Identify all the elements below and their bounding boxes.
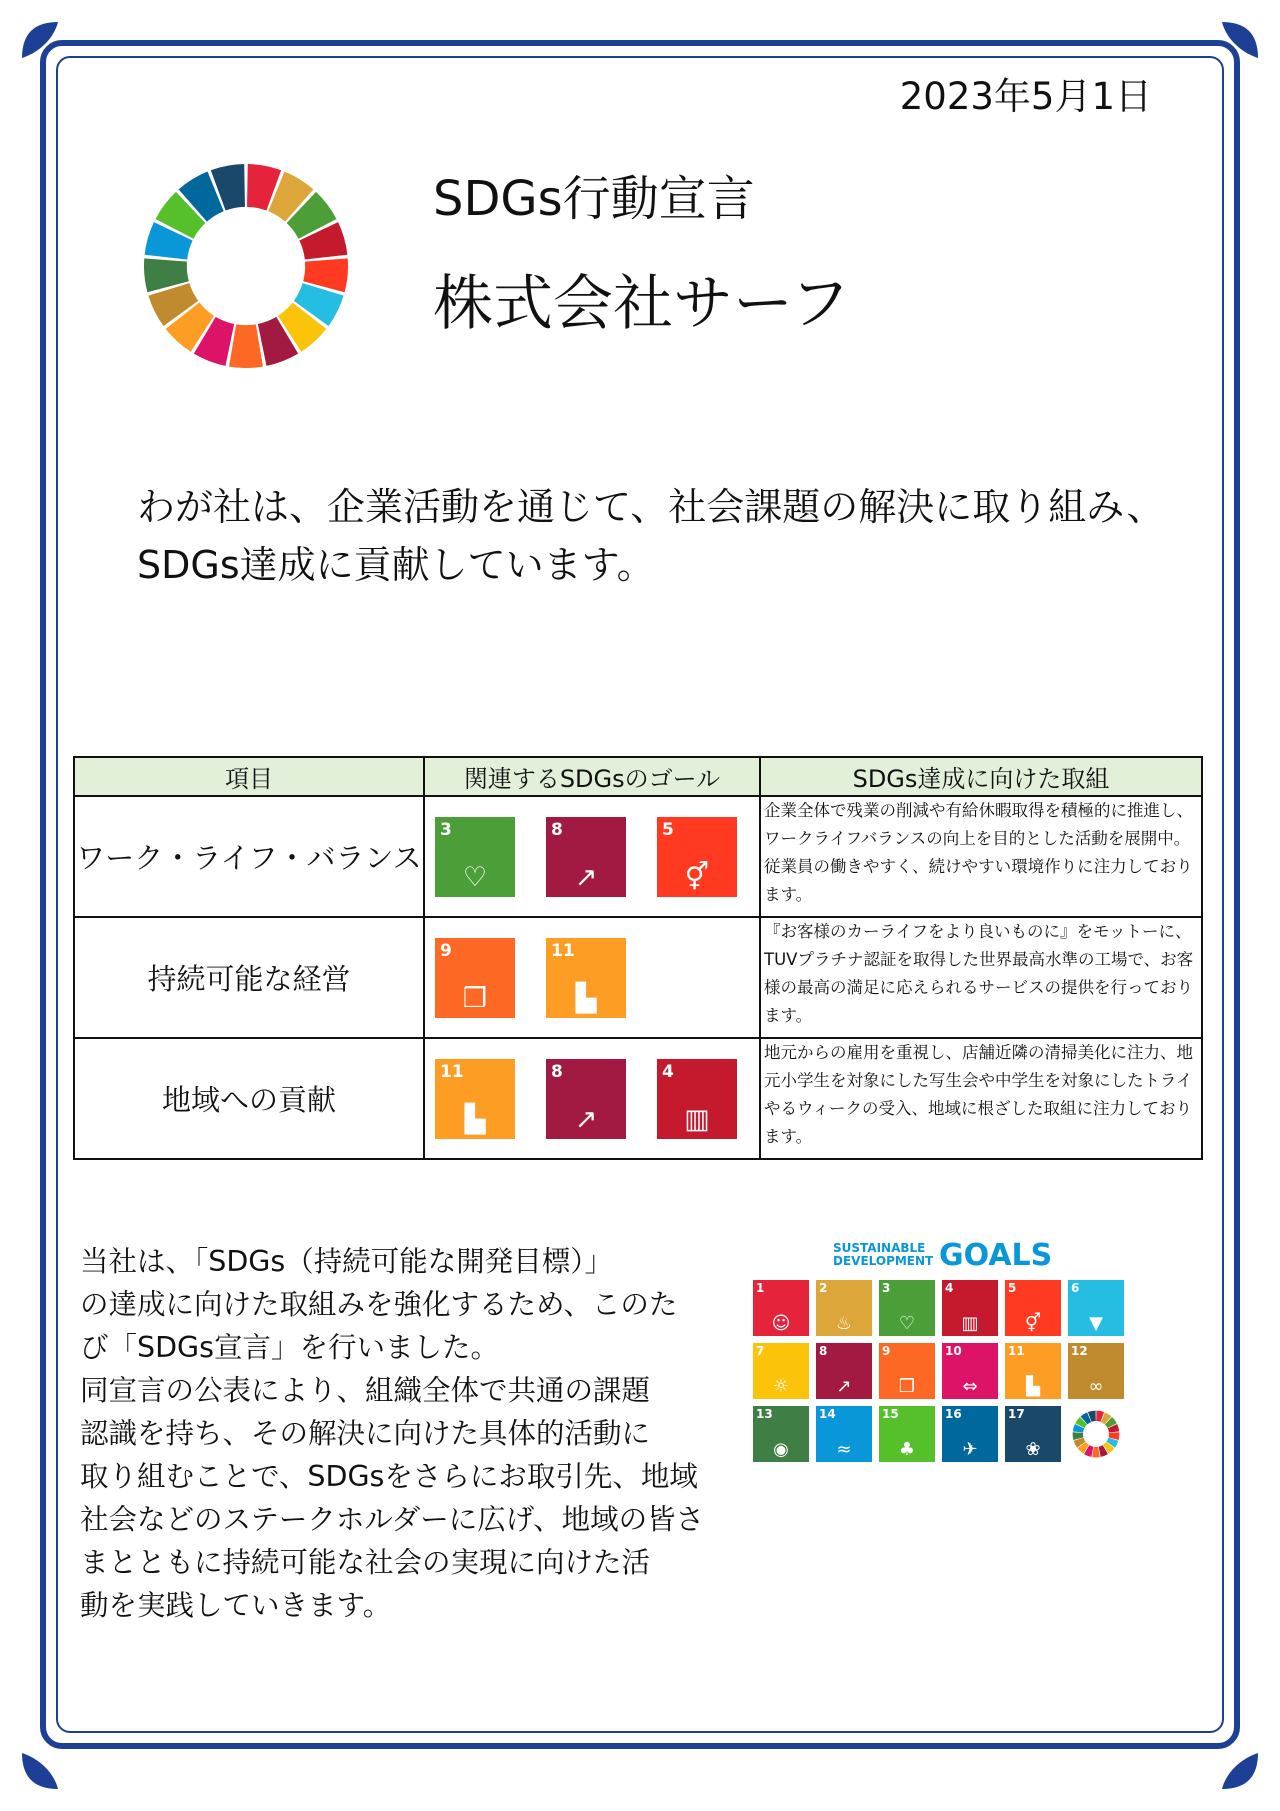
- goal-number: 3: [882, 1281, 891, 1295]
- sdg-goal-3-icon: [879, 1280, 935, 1336]
- dove-icon: ✈: [962, 1439, 978, 1460]
- sdg-goal-11-icon: [1005, 1343, 1061, 1399]
- goal-number: 17: [1008, 1407, 1025, 1421]
- water-icon: ▼: [1089, 1313, 1103, 1334]
- sdgs-goals-table: [73, 756, 1203, 1160]
- sdg-goal-8-icon: [546, 817, 626, 897]
- row-goal-icons: [424, 1038, 760, 1159]
- sdg-goal-11-icon: [546, 938, 626, 1018]
- row-goal-icons: [424, 796, 760, 917]
- statement-line: 認識を持ち、その解決に向けた具体的活動に: [80, 1417, 651, 1450]
- goal-icon-grid: [753, 1280, 1124, 1462]
- sdg-goal-2-icon: [816, 1280, 872, 1336]
- wheel-segment-goal-9: [229, 324, 263, 368]
- bowl-icon: ♨: [835, 1313, 853, 1334]
- goal-number: 8: [551, 819, 563, 840]
- sdgs-goals-logo: [753, 1238, 1133, 1468]
- header-item: 項目: [74, 757, 424, 796]
- wordmark-line-2: DEVELOPMENT: [833, 1254, 934, 1268]
- sdg-goal-5-icon: [657, 817, 737, 897]
- people-icon: ☺: [771, 1313, 791, 1334]
- sdg-goal-15-icon: [879, 1406, 935, 1462]
- table-row: [74, 1038, 1202, 1159]
- sdg-goal-4-icon: [942, 1280, 998, 1336]
- goal-number: 13: [756, 1407, 773, 1421]
- corner-ornament-icon: [1192, 1723, 1262, 1793]
- sdg-goal-7-icon: [753, 1343, 809, 1399]
- sdg-wheel-logo-icon: [144, 164, 348, 368]
- goal-number: 15: [882, 1407, 899, 1421]
- statement-line: 社会などのステークホルダーに広げ、地域の皆さ: [80, 1503, 705, 1536]
- corner-ornament-icon: [18, 1723, 88, 1793]
- equality-icon: ⇔: [962, 1376, 978, 1397]
- goal-number: 9: [882, 1344, 891, 1358]
- sdg-goal-4-icon: [657, 1059, 737, 1139]
- row-item: ワーク・ライフ・バランス: [74, 796, 424, 917]
- book-icon: ▥: [961, 1313, 979, 1334]
- row-action-text: 企業全体で残業の削減や有給休暇取得を積極的に推進し、ワークライフバランスの向上を目的とした活動を展開中。従業員の働きやすく、続けやすい環境作りに注力しております。: [760, 796, 1202, 917]
- statement-line: び「SDGs宣言」を行いました。: [80, 1331, 499, 1364]
- intro-text: [137, 478, 1167, 594]
- growth-chart-icon: ↗: [574, 861, 598, 893]
- header-actions: SDGs達成に向けた取組: [760, 757, 1202, 796]
- growth-chart-icon: ↗: [836, 1376, 852, 1397]
- goal-number: 4: [662, 1061, 674, 1082]
- sdg-goal-8-icon: [546, 1059, 626, 1139]
- goal-number: 1: [756, 1281, 765, 1295]
- flower-icon: ❀: [1025, 1439, 1041, 1460]
- fish-icon: ≈: [836, 1439, 852, 1460]
- gender-icon: ⚥: [1024, 1313, 1042, 1334]
- statement-line: まとともに持続可能な社会の実現に向けた活: [80, 1546, 651, 1579]
- infinity-icon: ∞: [1088, 1376, 1104, 1397]
- sdg-goal-14-icon: [816, 1406, 872, 1462]
- wheel-segment-goal-9: [1092, 1447, 1100, 1458]
- sdg-goal-17-icon: [1005, 1406, 1061, 1462]
- goal-number: 5: [1008, 1281, 1017, 1295]
- page-title: SDGs行動宣言: [433, 171, 755, 227]
- header-goals: 関連するSDGsのゴール: [424, 757, 760, 796]
- sdg-goal-10-icon: [942, 1343, 998, 1399]
- corner-ornament-icon: [18, 18, 88, 88]
- eye-icon: ◉: [773, 1439, 789, 1460]
- company-name: 株式会社サーフ: [433, 269, 850, 339]
- heartbeat-icon: ♡: [898, 1313, 916, 1334]
- goal-number: 5: [662, 819, 674, 840]
- goal-number: 6: [1071, 1281, 1080, 1295]
- sdg-goal-16-icon: [942, 1406, 998, 1462]
- statement-line: の達成に向けた取組みを強化するため、このた: [80, 1288, 678, 1321]
- goal-number: 14: [819, 1407, 836, 1421]
- wordmark-line-1: SUSTAINABLE: [833, 1241, 926, 1255]
- goal-number: 12: [1071, 1344, 1088, 1358]
- goal-number: 11: [1008, 1344, 1025, 1358]
- goals-wordmark: [833, 1238, 1063, 1278]
- goal-number: 8: [551, 1061, 563, 1082]
- statement-line: 動を実践していきます。: [80, 1589, 392, 1622]
- goal-number: 16: [945, 1407, 962, 1421]
- goal-number: 8: [819, 1344, 828, 1358]
- intro-line: SDGs達成に貢献しています。: [137, 543, 655, 587]
- row-item: 地域への貢献: [74, 1038, 424, 1159]
- tree-icon: ♣: [898, 1439, 916, 1460]
- sdg-goal-13-icon: [753, 1406, 809, 1462]
- book-icon: ▥: [684, 1103, 710, 1135]
- heartbeat-icon: ♡: [462, 861, 488, 893]
- goal-number: 4: [945, 1281, 954, 1295]
- city-icon: ▙: [575, 982, 597, 1014]
- goal-number: 11: [551, 940, 575, 961]
- corner-ornament-icon: [1192, 18, 1262, 88]
- goal-number: 11: [440, 1061, 464, 1082]
- statement-line: 取り組むことで、SDGsをさらにお取引先、地域: [80, 1460, 698, 1493]
- statement-line: 当社は、「SDGs（持続可能な開発目標）」: [80, 1245, 613, 1278]
- date: 2023年5月1日: [899, 75, 1152, 118]
- goal-number: 3: [440, 819, 452, 840]
- row-item: 持続可能な経営: [74, 917, 424, 1038]
- table-header-row: [74, 757, 1202, 796]
- goal-number: 9: [440, 940, 452, 961]
- sdg-goal-5-icon: [1005, 1280, 1061, 1336]
- sdg-goal-6-icon: [1068, 1280, 1124, 1336]
- statement-text: [80, 1240, 705, 1627]
- sun-icon: ☼: [772, 1376, 790, 1397]
- row-goal-icons: [424, 917, 760, 1038]
- statement-line: 同宣言の公表により、組織全体で共通の課題: [80, 1374, 651, 1407]
- sdg-goal-3-icon: [435, 817, 515, 897]
- sdg-goal-8-icon: [816, 1343, 872, 1399]
- sdg-wheel-small-icon: [1068, 1406, 1124, 1462]
- cubes-icon: ❒: [462, 982, 488, 1014]
- table-row: [74, 917, 1202, 1038]
- goal-number: 2: [819, 1281, 828, 1295]
- row-action-text: 『お客様のカーライフをより良いものに』をモットーに、TUVプラチナ認証を取得した世界最高水準の工場で、お客様の最高の満足に応えられるサービスの提供を行っております。: [760, 917, 1202, 1038]
- table-row: [74, 796, 1202, 917]
- growth-chart-icon: ↗: [574, 1103, 598, 1135]
- city-icon: ▙: [464, 1103, 486, 1135]
- sdg-goal-11-icon: [435, 1059, 515, 1139]
- sdg-goal-12-icon: [1068, 1343, 1124, 1399]
- goal-number: 7: [756, 1344, 765, 1358]
- goal-number: 10: [945, 1344, 962, 1358]
- gender-icon: ⚥: [684, 861, 710, 893]
- sdg-goal-9-icon: [435, 938, 515, 1018]
- city-icon: ▙: [1026, 1376, 1040, 1397]
- cubes-icon: ❒: [898, 1376, 916, 1397]
- sdg-goal-9-icon: [879, 1343, 935, 1399]
- wordmark-goals: GOALS: [939, 1238, 1053, 1273]
- row-action-text: 地元からの雇用を重視し、店舗近隣の清掃美化に注力、地元小学生を対象にした写生会や中学生を対象にしたトライやるウィークの受入、地域に根ざした取組に注力しております。: [760, 1038, 1202, 1159]
- sdg-goal-1-icon: [753, 1280, 809, 1336]
- intro-line: わが社は、企業活動を通じて、社会課題の解決に取り組み、: [137, 485, 1165, 529]
